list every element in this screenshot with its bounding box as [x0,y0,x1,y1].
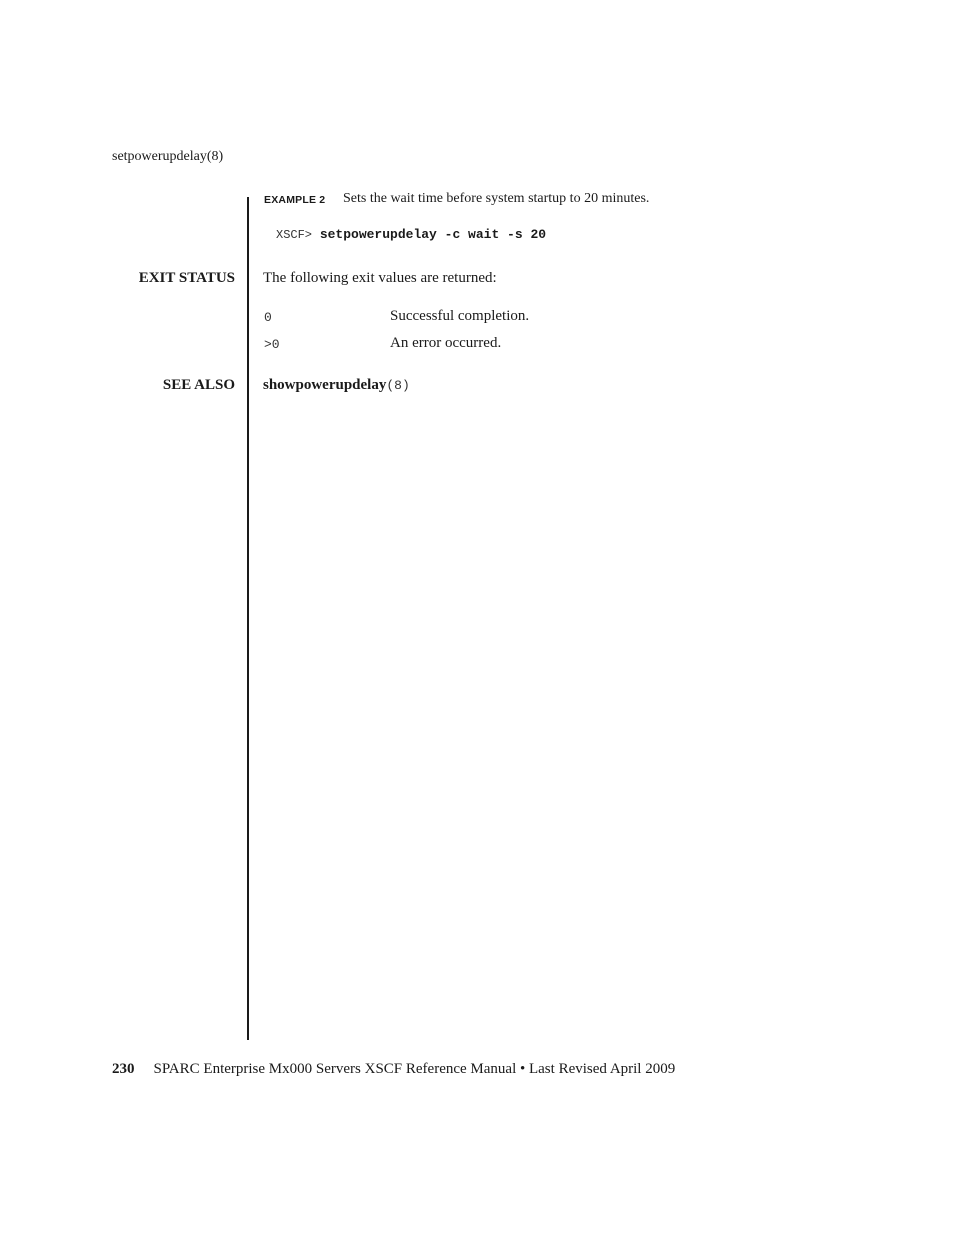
footer-text: SPARC Enterprise Mx000 Servers XSCF Reference Manual • Last Revised April 2009 [153,1061,676,1077]
page-number: 230 [112,1061,135,1077]
exit-value-description: An error occurred. [390,335,502,351]
example-title: Sets the wait time before system startup to 20 minutes. [343,191,650,206]
exit-status-intro: The following exit values are returned: [263,270,497,286]
code-prompt: XSCF> [276,228,313,242]
margin-rule [247,197,249,1040]
exit-value-description: Successful completion. [390,308,530,324]
see-also-heading: SEE ALSO [162,377,235,393]
code-command: setpowerupdelay -c wait -s 20 [319,227,547,242]
reference-section: (8) [386,378,410,393]
code-example [276,227,546,242]
running-header: setpowerupdelay(8) [112,149,224,164]
page-footer [112,1061,675,1078]
exit-value-code: 0 [264,310,272,325]
see-also-reference[interactable] [263,377,410,394]
example-label: EXAMPLE 2 [264,194,326,206]
exit-status-heading: EXIT STATUS [138,270,235,286]
reference-name: showpowerupdelay [263,377,387,393]
exit-value-code: >0 [264,337,280,352]
